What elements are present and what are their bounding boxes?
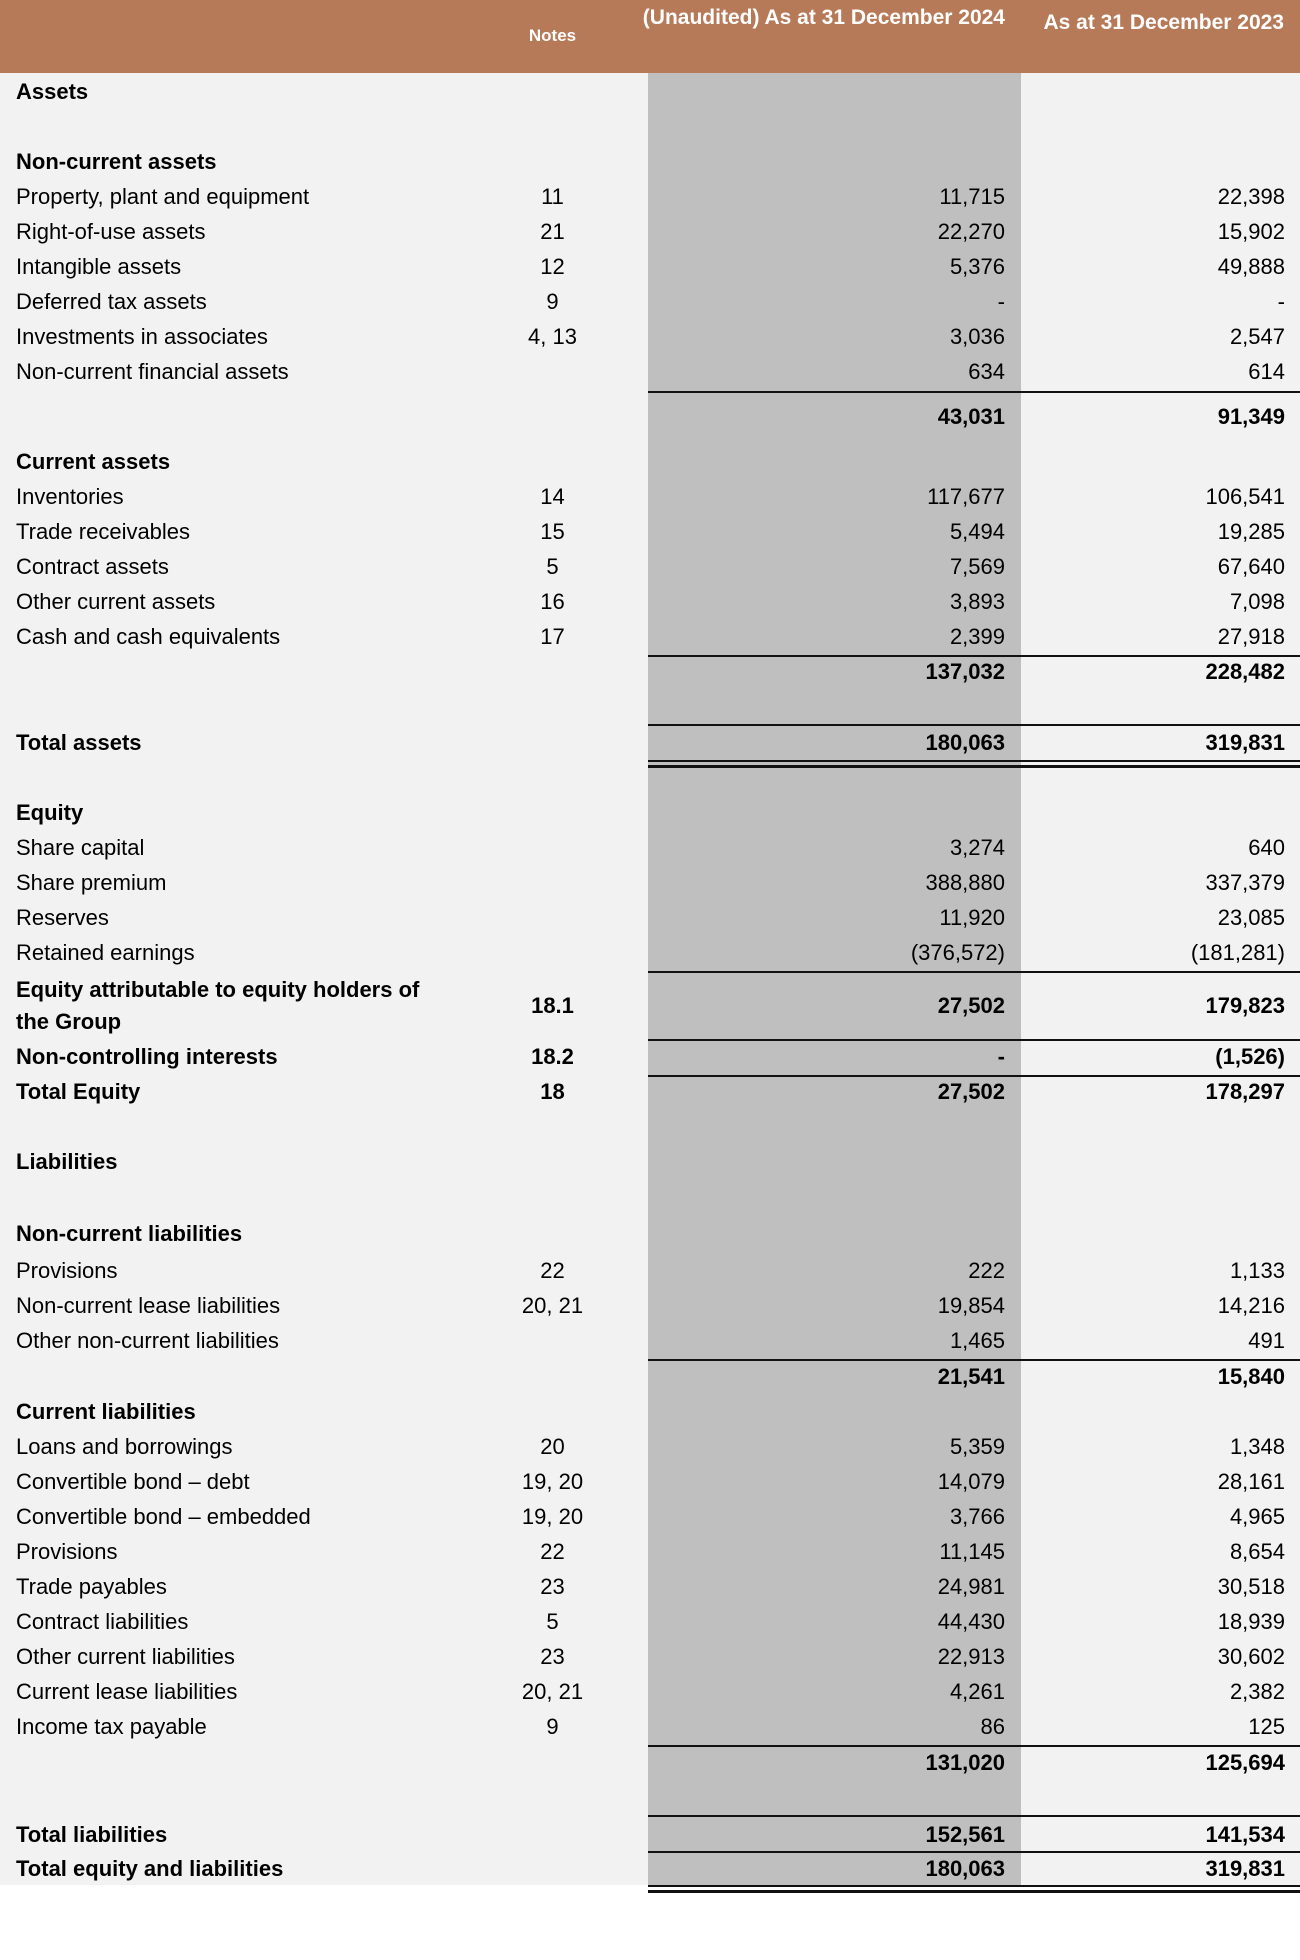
row-note: 23 xyxy=(540,1574,565,1599)
total-rule xyxy=(648,1039,1300,1041)
row-note: 18.1 xyxy=(531,993,574,1018)
value-2024: 4,261 xyxy=(949,1679,1005,1704)
table-row xyxy=(0,797,1300,829)
total-rule xyxy=(648,1745,1300,1747)
value-2023: 15,902 xyxy=(1217,219,1285,244)
table-row xyxy=(0,1255,1300,1287)
value-2023: 2,547 xyxy=(1229,324,1285,349)
value-2023: 8,654 xyxy=(1229,1539,1285,1564)
subtotal-row xyxy=(0,1747,1300,1779)
value-2023: 4,965 xyxy=(1229,1504,1285,1529)
value-2023: 228,482 xyxy=(1205,659,1285,684)
table-row xyxy=(0,621,1300,653)
value-2024: - xyxy=(997,289,1005,314)
row-label: Right-of-use assets xyxy=(16,219,206,244)
table-row xyxy=(0,1606,1300,1638)
row-note: 20 xyxy=(540,1434,565,1459)
table-row xyxy=(0,586,1300,618)
row-label: Non-current assets xyxy=(16,149,217,174)
table-row xyxy=(0,76,1300,108)
table-row xyxy=(0,1641,1300,1673)
row-note: 19, 20 xyxy=(521,1469,584,1494)
value-2024: 3,036 xyxy=(949,324,1005,349)
table-row xyxy=(0,1396,1300,1428)
total-rule xyxy=(648,1815,1300,1817)
row-note: 18 xyxy=(540,1079,565,1104)
value-2024: 2,399 xyxy=(949,624,1005,649)
value-2024: 117,677 xyxy=(927,484,1005,509)
row-label: Share capital xyxy=(16,835,145,860)
value-2023: 15,840 xyxy=(1217,1364,1285,1389)
value-2023: 319,831 xyxy=(1205,1856,1285,1881)
row-note: 16 xyxy=(540,589,565,614)
row-label: Contract assets xyxy=(16,554,169,579)
table-row xyxy=(0,446,1300,478)
value-2024: 634 xyxy=(968,359,1005,384)
row-note: 22 xyxy=(540,1258,565,1283)
value-2024: 22,270 xyxy=(937,219,1005,244)
value-2024: 3,766 xyxy=(949,1504,1005,1529)
value-2024: 19,854 xyxy=(937,1293,1005,1318)
row-label: Equity attributable to equity holders of the Group xyxy=(16,977,420,1034)
value-2023: 640 xyxy=(1248,835,1285,860)
row-label: Provisions xyxy=(16,1258,118,1283)
value-2024: 44,430 xyxy=(937,1609,1005,1634)
double-underline xyxy=(648,1885,1300,1893)
value-2024: 180,063 xyxy=(925,1856,1005,1881)
row-label: Contract liabilities xyxy=(16,1609,189,1634)
table-row xyxy=(0,1819,1300,1851)
table-row xyxy=(0,1466,1300,1498)
value-2023: 7,098 xyxy=(1229,589,1285,614)
value-2023: 28,161 xyxy=(1217,1469,1285,1494)
row-label: Equity xyxy=(16,800,84,825)
row-label: Current lease liabilities xyxy=(16,1679,238,1704)
row-label: Reserves xyxy=(16,905,109,930)
table-row xyxy=(0,974,1300,1038)
value-2023: 49,888 xyxy=(1217,254,1285,279)
value-2024: 5,359 xyxy=(949,1434,1005,1459)
value-2024: 137,032 xyxy=(925,659,1005,684)
value-2023: 23,085 xyxy=(1217,905,1285,930)
value-2023: 2,382 xyxy=(1229,1679,1285,1704)
value-2023: 491 xyxy=(1248,1328,1285,1353)
table-row xyxy=(0,286,1300,318)
double-underline xyxy=(648,760,1300,768)
value-2024: 22,913 xyxy=(937,1644,1005,1669)
row-note: 9 xyxy=(546,289,559,314)
table-row xyxy=(0,216,1300,248)
value-2024: 14,079 xyxy=(937,1469,1005,1494)
row-label: Trade receivables xyxy=(16,519,191,544)
table-header xyxy=(0,0,1300,73)
total-rule xyxy=(648,655,1300,657)
row-label: Non-current lease liabilities xyxy=(16,1293,281,1318)
row-note: 11 xyxy=(541,184,564,209)
value-2024: 1,465 xyxy=(949,1328,1005,1353)
table-row xyxy=(0,181,1300,213)
value-2023: - xyxy=(1277,289,1285,314)
table-row xyxy=(0,1571,1300,1603)
value-2024: 5,494 xyxy=(949,519,1005,544)
row-label: Convertible bond – embedded xyxy=(16,1504,311,1529)
value-2023: 1,133 xyxy=(1229,1258,1285,1283)
table-row xyxy=(0,1853,1300,1885)
table-row xyxy=(0,727,1300,759)
value-2024: 11,715 xyxy=(939,184,1005,209)
value-2024: 43,031 xyxy=(937,404,1005,429)
row-label: Assets xyxy=(16,79,89,104)
row-label: Total liabilities xyxy=(16,1822,168,1847)
total-rule xyxy=(648,1851,1300,1853)
value-2024: 11,920 xyxy=(939,905,1005,930)
row-label: Income tax payable xyxy=(16,1714,207,1739)
value-2023: (1,526) xyxy=(1215,1044,1285,1069)
row-note: 18.2 xyxy=(531,1044,574,1069)
row-label: Intangible assets xyxy=(16,254,182,279)
value-2024: - xyxy=(997,1044,1005,1069)
table-row xyxy=(0,832,1300,864)
row-label: Other non-current liabilities xyxy=(16,1328,279,1353)
value-2024: 3,274 xyxy=(949,835,1005,860)
value-2024: (376,572) xyxy=(910,940,1005,965)
table-row xyxy=(0,1501,1300,1533)
table-row xyxy=(0,356,1300,388)
value-2023: 27,918 xyxy=(1217,624,1285,649)
row-label: Other current liabilities xyxy=(16,1644,235,1669)
row-note: 14 xyxy=(540,484,565,509)
row-note: 5 xyxy=(546,554,559,579)
table-row xyxy=(0,551,1300,583)
value-2023: 91,349 xyxy=(1217,404,1285,429)
row-label: Trade payables xyxy=(16,1574,167,1599)
table-row xyxy=(0,1041,1300,1073)
row-label: Share premium xyxy=(16,870,167,895)
value-2024: 131,020 xyxy=(925,1750,1005,1775)
table-row xyxy=(0,321,1300,353)
table-row xyxy=(0,1218,1300,1250)
table-row xyxy=(0,1431,1300,1463)
table-row xyxy=(0,1536,1300,1568)
value-2024: 222 xyxy=(968,1258,1005,1283)
value-2023: 141,534 xyxy=(1205,1822,1285,1847)
row-label: Deferred tax assets xyxy=(16,289,207,314)
row-note: 22 xyxy=(540,1539,565,1564)
value-2024: 180,063 xyxy=(925,730,1005,755)
value-2023: 337,379 xyxy=(1205,870,1285,895)
table-row xyxy=(0,481,1300,513)
row-note: 9 xyxy=(546,1714,559,1739)
row-label: Non-current liabilities xyxy=(16,1221,243,1246)
row-label: Cash and cash equivalents xyxy=(16,624,281,649)
row-label: Loans and borrowings xyxy=(16,1434,233,1459)
value-2024: 86 xyxy=(980,1714,1005,1739)
value-2023: 106,541 xyxy=(1205,484,1285,509)
table-row xyxy=(0,902,1300,934)
value-2023: 14,216 xyxy=(1217,1293,1285,1318)
subtotal-row xyxy=(0,656,1300,688)
value-2023: 319,831 xyxy=(1205,730,1285,755)
row-label: Investments in associates xyxy=(16,324,268,349)
table-row xyxy=(0,1711,1300,1743)
value-2024: 152,561 xyxy=(925,1822,1005,1847)
row-note: 12 xyxy=(540,254,565,279)
row-label: Convertible bond – debt xyxy=(16,1469,250,1494)
row-note: 17 xyxy=(540,624,565,649)
value-2023: 30,602 xyxy=(1217,1644,1285,1669)
header-current-period: (Unaudited) As at 31 December 2024 xyxy=(642,6,1005,29)
row-note: 20, 21 xyxy=(521,1293,584,1318)
table-row xyxy=(0,867,1300,899)
value-2023: 30,518 xyxy=(1217,1574,1285,1599)
header-notes: Notes xyxy=(528,26,577,45)
row-label: Non-controlling interests xyxy=(16,1044,278,1069)
row-label: Total equity and liabilities xyxy=(16,1856,284,1881)
row-note: 15 xyxy=(540,519,565,544)
row-label: Property, plant and equipment xyxy=(16,184,310,209)
table-row xyxy=(0,251,1300,283)
total-rule xyxy=(648,1359,1300,1361)
value-2024: 5,376 xyxy=(949,254,1005,279)
table-row xyxy=(0,937,1300,969)
row-note: 23 xyxy=(540,1644,565,1669)
row-label: Retained earnings xyxy=(16,940,195,965)
value-2024: 388,880 xyxy=(925,870,1005,895)
row-label: Other current assets xyxy=(16,589,216,614)
value-2024: 11,145 xyxy=(939,1539,1005,1564)
row-label: Liabilities xyxy=(16,1149,118,1174)
row-label: Total Equity xyxy=(16,1079,141,1104)
table-row xyxy=(0,1146,1300,1178)
value-2024: 24,981 xyxy=(937,1574,1005,1599)
value-2023: 179,823 xyxy=(1205,993,1285,1018)
value-2023: 178,297 xyxy=(1205,1079,1285,1104)
table-row xyxy=(0,1325,1300,1357)
header-prior-period: As at 31 December 2023 xyxy=(1043,11,1284,34)
row-label: Non-current financial assets xyxy=(16,359,289,384)
row-label: Current assets xyxy=(16,449,171,474)
value-2023: 125,694 xyxy=(1205,1750,1285,1775)
row-note: 5 xyxy=(546,1609,559,1634)
row-label: Inventories xyxy=(16,484,124,509)
subtotal-row xyxy=(0,1361,1300,1393)
value-2023: 19,285 xyxy=(1217,519,1285,544)
table-row xyxy=(0,146,1300,178)
subtotal-row xyxy=(0,401,1300,433)
table-row xyxy=(0,1290,1300,1322)
value-2024: 21,541 xyxy=(937,1364,1005,1389)
row-note: 20, 21 xyxy=(521,1679,584,1704)
row-label: Current liabilities xyxy=(16,1399,196,1424)
total-rule xyxy=(648,724,1300,726)
value-2023: 22,398 xyxy=(1217,184,1285,209)
value-2023: 1,348 xyxy=(1229,1434,1285,1459)
table-row xyxy=(0,1076,1300,1108)
table-row xyxy=(0,1676,1300,1708)
total-rule xyxy=(648,971,1300,973)
value-2024: 27,502 xyxy=(937,993,1005,1018)
row-note: 21 xyxy=(540,219,565,244)
value-2024: 3,893 xyxy=(949,589,1005,614)
value-2023: (181,281) xyxy=(1190,940,1285,965)
value-2024: 27,502 xyxy=(937,1079,1005,1104)
value-2023: 614 xyxy=(1248,359,1285,384)
value-2024: 7,569 xyxy=(949,554,1005,579)
row-label: Provisions xyxy=(16,1539,118,1564)
value-2023: 18,939 xyxy=(1217,1609,1285,1634)
row-note: 4, 13 xyxy=(528,324,577,349)
row-note: 19, 20 xyxy=(521,1504,584,1529)
total-rule xyxy=(648,1075,1300,1077)
value-2023: 67,640 xyxy=(1217,554,1285,579)
row-label: Total assets xyxy=(16,730,142,755)
value-2023: 125 xyxy=(1248,1714,1285,1739)
total-rule xyxy=(648,391,1300,393)
table-row xyxy=(0,516,1300,548)
